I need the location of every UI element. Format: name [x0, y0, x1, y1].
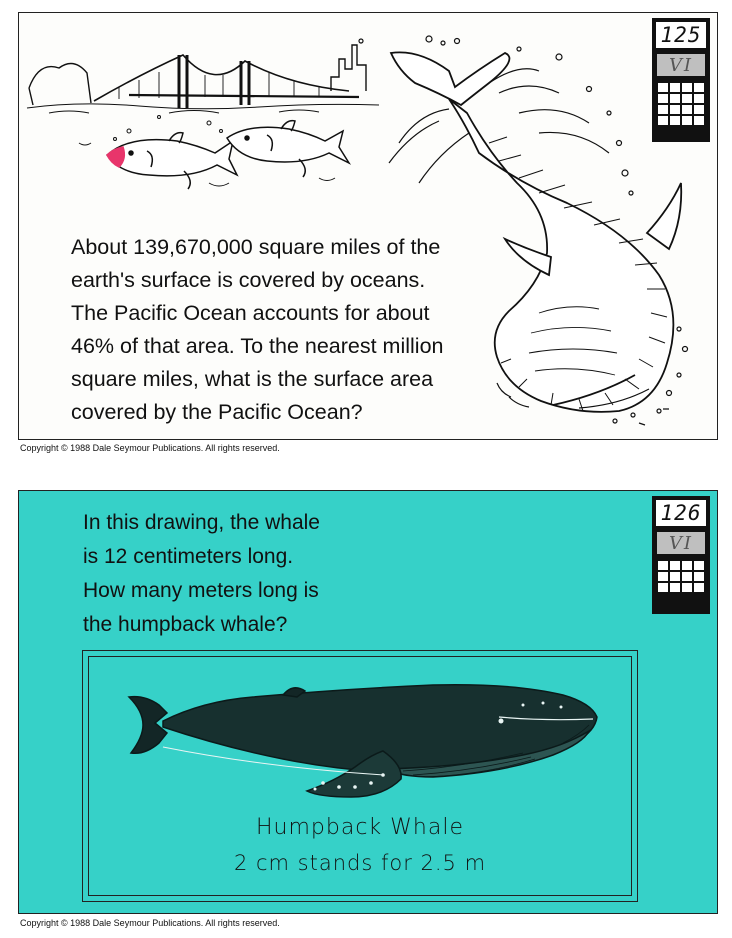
problem-line: covered by the Pacific Ocean?: [71, 400, 363, 424]
problem-line: earth's surface is covered by oceans.: [71, 268, 426, 292]
humpback-whale-panel: [82, 650, 638, 902]
problem-line: How many meters long is: [83, 579, 319, 602]
calculator-icon: [656, 561, 706, 592]
copyright-notice: Copyright © 1988 Dale Seymour Publications. All rights reserved.: [20, 443, 280, 453]
problem-card-125: [18, 12, 718, 440]
whale-caption-title: Humpback Whale: [256, 815, 464, 840]
problem-line: is 12 centimeters long.: [83, 545, 294, 568]
golden-gate-bridge-drawing: [27, 45, 379, 113]
problem-line: In this drawing, the whale: [83, 511, 320, 534]
salmon-drawing: [227, 121, 349, 177]
card-number-badge: [652, 496, 710, 614]
problem-line: the humpback whale?: [83, 613, 288, 636]
copyright-notice: Copyright © 1988 Dale Seymour Publications. All rights reserved.: [20, 918, 280, 928]
card-number-badge: [652, 18, 710, 142]
problem-line: square miles, what is the surface area: [71, 367, 434, 391]
salmon-drawing: [107, 133, 237, 189]
problem-text: [71, 231, 521, 429]
card-level: VI: [656, 531, 706, 555]
card-level: VI: [656, 53, 706, 77]
card-number: 126: [656, 500, 706, 526]
problem-line: The Pacific Ocean accounts for about: [71, 301, 430, 325]
scale-statement: 2 cm stands for 2.5 m: [233, 851, 487, 875]
card-number: 125: [656, 22, 706, 48]
calculator-icon: [656, 83, 706, 125]
problem-line: About 139,670,000 square miles of the: [71, 235, 441, 259]
problem-line: 46% of that area. To the nearest million: [71, 334, 444, 358]
problem-text: [83, 506, 383, 642]
